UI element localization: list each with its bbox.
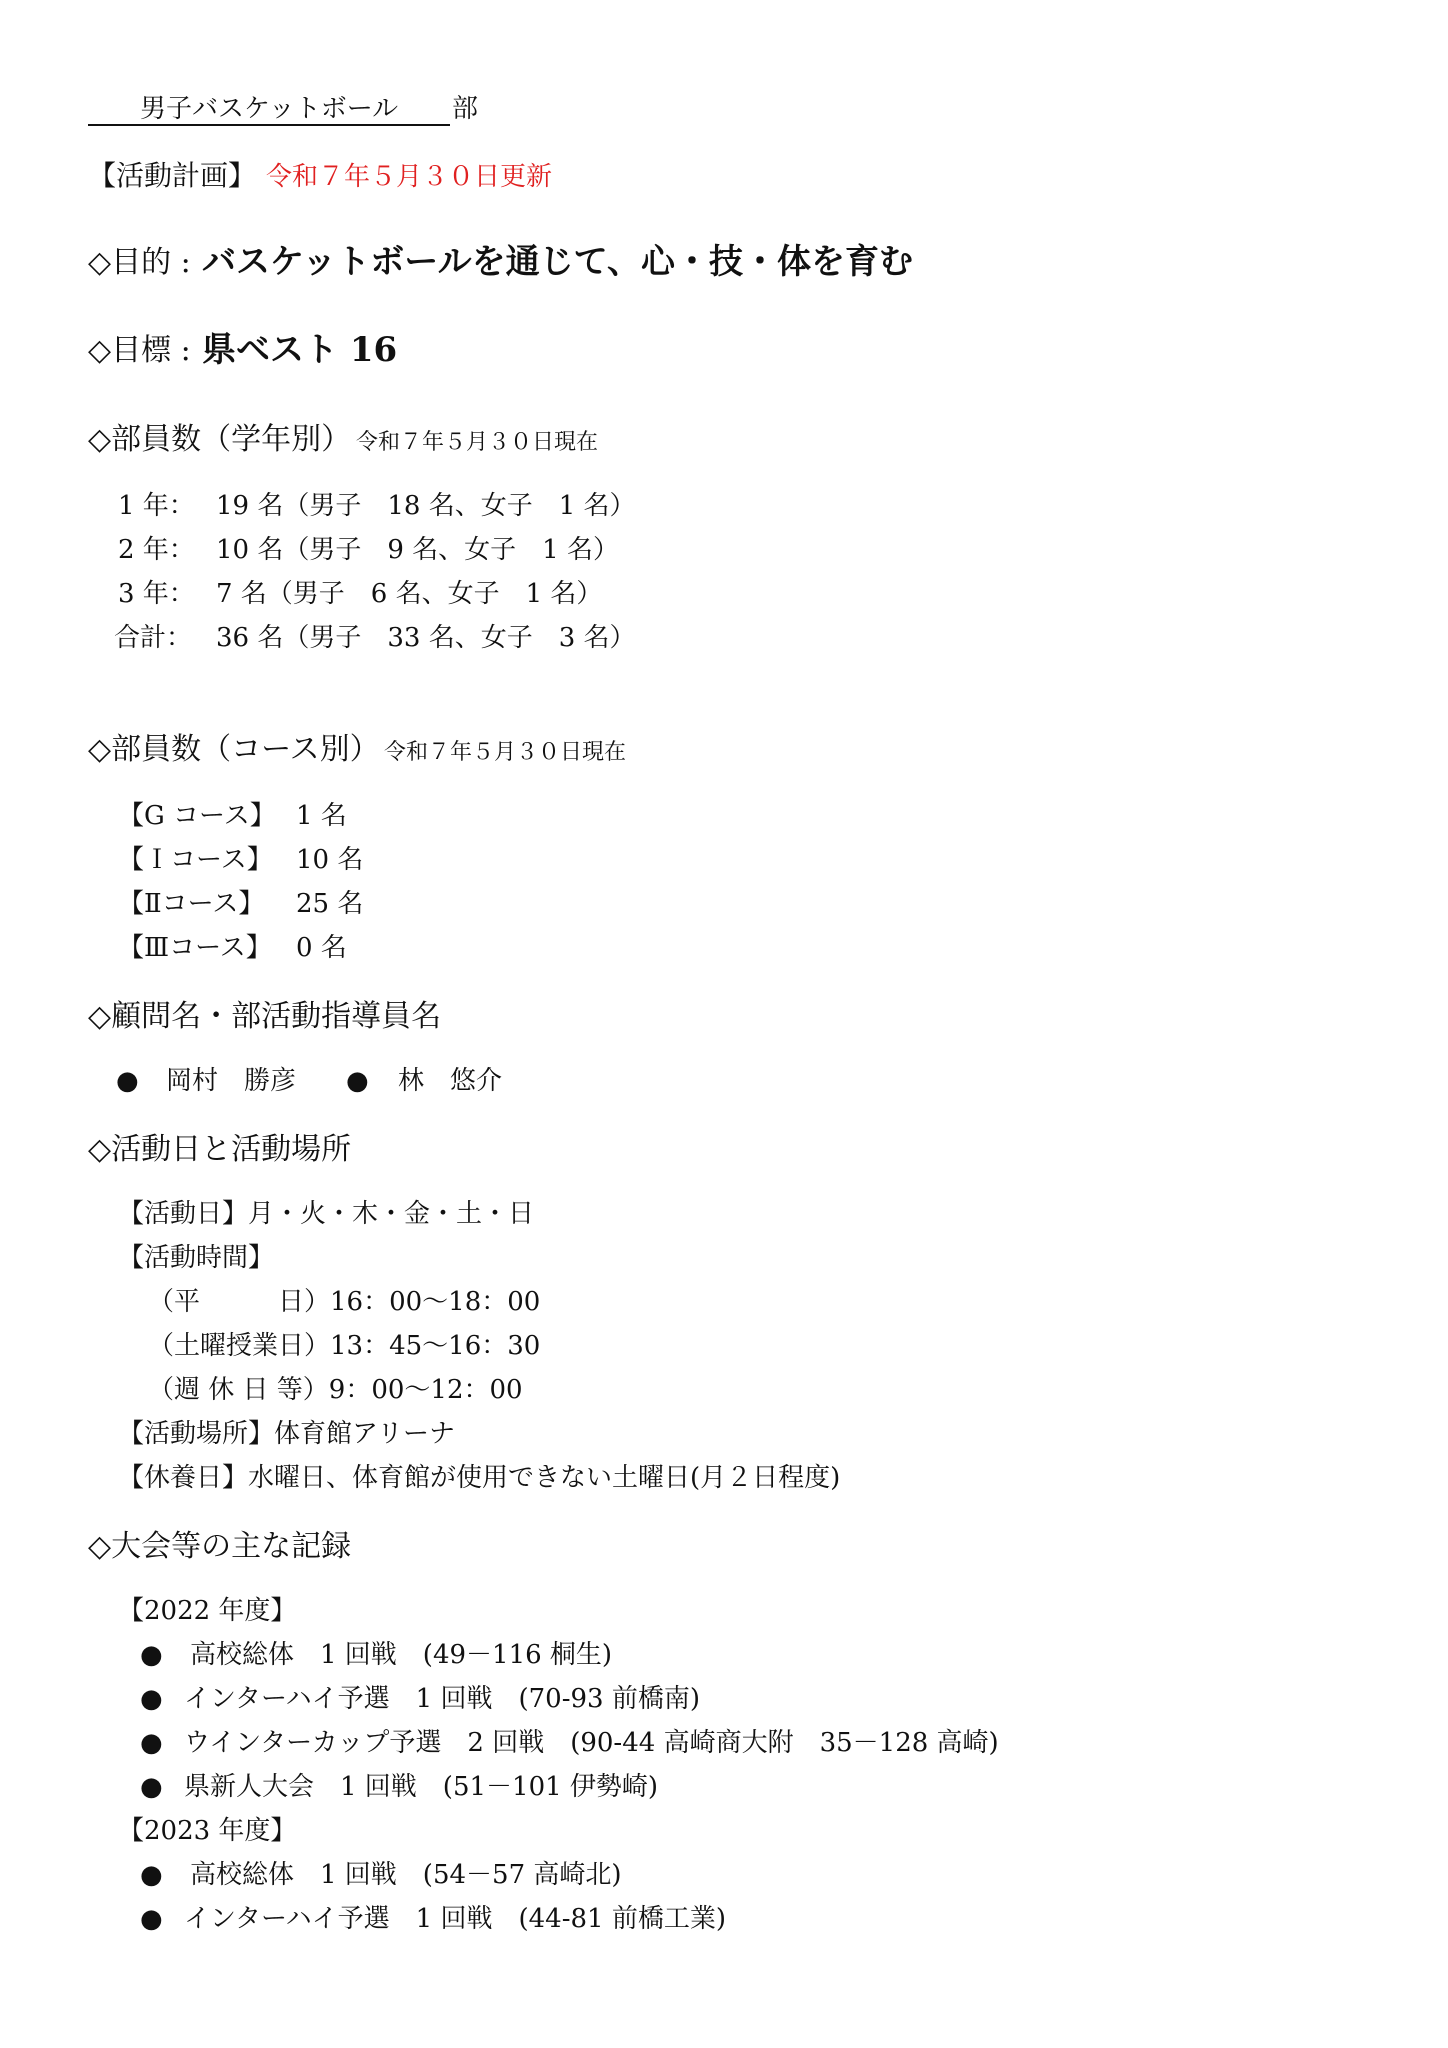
- grade-value: 10 名（男子 9 名、女子 1 名）: [216, 535, 619, 565]
- members-grade-title: ◇部員数（学年別）: [88, 422, 352, 457]
- bullet-icon: ●: [346, 1066, 369, 1096]
- course-value: 1 名: [296, 801, 347, 831]
- record-item: 高校総体 1 回戦 (49－116 桐生): [190, 1640, 613, 1670]
- course-label: 【G コース】: [118, 801, 276, 831]
- grade-label: 3 年：: [118, 579, 195, 609]
- record-item: ウインターカップ予選 2 回戦 (90-44 高崎商大附 35－128 高崎): [184, 1728, 999, 1758]
- activity-days: 【活動日】月・火・木・金・土・日: [118, 1199, 535, 1229]
- club-name-underline: [88, 124, 450, 126]
- bullet-icon: ●: [140, 1904, 163, 1934]
- record-item: 県新人大会 1 回戦 (51－101 伊勢崎): [184, 1772, 659, 1802]
- records-title: ◇大会等の主な記録: [88, 1529, 352, 1564]
- members-course-title: ◇部員数（コース別）: [88, 732, 380, 767]
- record-item: インターハイ予選 1 回戦 (44-81 前橋工業): [184, 1904, 726, 1934]
- bullet-icon: ●: [140, 1860, 163, 1890]
- members-grade-as-of: 令和７年５月３０日現在: [356, 430, 599, 455]
- grade-label: 2 年：: [118, 535, 195, 565]
- club-suffix: 部: [452, 94, 479, 124]
- activity-hours-row: （平 日）16：00～18：00: [148, 1287, 541, 1317]
- grade-label: 合計：: [114, 623, 193, 653]
- activity-title: ◇活動日と活動場所: [88, 1132, 352, 1167]
- grade-value: 36 名（男子 33 名、女子 3 名）: [216, 623, 636, 653]
- members-course-as-of: 令和７年５月３０日現在: [384, 740, 627, 765]
- grade-value: 7 名（男子 6 名、女子 1 名）: [216, 579, 603, 609]
- record-year-label: 【2023 年度】: [118, 1816, 297, 1846]
- advisors-title: ◇顧問名・部活動指導員名: [88, 999, 442, 1034]
- plan-label: 【活動計画】: [88, 159, 257, 192]
- bullet-icon: ●: [140, 1684, 163, 1714]
- bullet-icon: ●: [140, 1772, 163, 1802]
- goal-text: 県ベスト 16: [202, 330, 398, 370]
- record-item: インターハイ予選 1 回戦 (70-93 前橋南): [184, 1684, 700, 1714]
- purpose-text: バスケットボールを通じて、心・技・体を育む: [202, 242, 913, 282]
- course-label: 【Ｉコース】: [118, 845, 273, 875]
- course-value: 0 名: [296, 933, 347, 963]
- grade-value: 19 名（男子 18 名、女子 1 名）: [216, 491, 636, 521]
- advisor-name: 林 悠介: [398, 1066, 503, 1096]
- activity-hours-label: 【活動時間】: [118, 1243, 275, 1273]
- advisor-name: 岡村 勝彦: [166, 1066, 297, 1096]
- bullet-icon: ●: [140, 1640, 163, 1670]
- activity-hours-row: （週 休 日 等）9：00～12：00: [148, 1375, 523, 1405]
- goal-label: ◇目標 :: [88, 333, 191, 368]
- club-name: 男子バスケットボール: [140, 94, 399, 124]
- plan-updated: 令和７年５月３０日更新: [266, 162, 553, 192]
- course-label: 【Ⅲコース】: [118, 933, 272, 963]
- activity-hours-row: （土曜授業日）13：45～16：30: [148, 1331, 541, 1361]
- bullet-icon: ●: [116, 1066, 139, 1096]
- activity-rest-days: 【休養日】水曜日、体育館が使用できない土曜日(月２日程度): [118, 1463, 841, 1493]
- purpose-label: ◇目的 :: [88, 245, 191, 280]
- grade-label: 1 年：: [118, 491, 195, 521]
- activity-place: 【活動場所】体育館アリーナ: [118, 1419, 455, 1449]
- course-value: 10 名: [296, 845, 364, 875]
- record-item: 高校総体 1 回戦 (54－57 高崎北): [190, 1860, 622, 1890]
- course-label: 【Ⅱコース】: [118, 889, 265, 919]
- course-value: 25 名: [296, 889, 364, 919]
- bullet-icon: ●: [140, 1728, 163, 1758]
- record-year-label: 【2022 年度】: [118, 1596, 297, 1626]
